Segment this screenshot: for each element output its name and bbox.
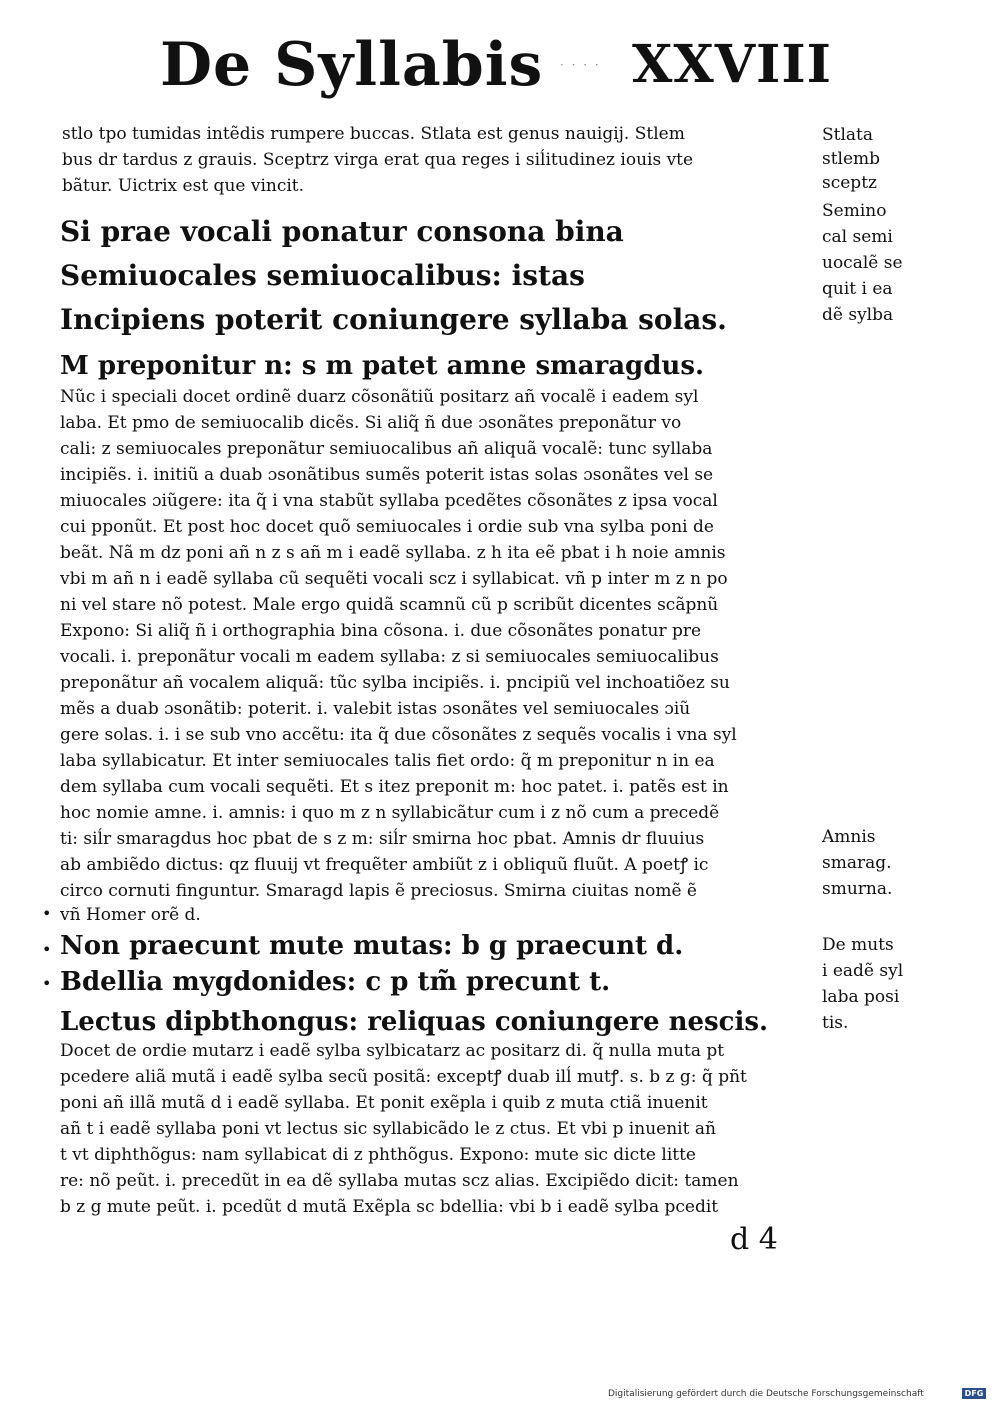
- commentary-line: Nũc i speciali docet ordinẽ duarz cõsonãtiũ positarz añ vocalẽ i eadem syl: [60, 387, 699, 407]
- commentary-line: gere solas. i. i se sub vno accẽtu: ita q̃ due cõsonãtes z sequẽs vocalis i vna syl: [60, 725, 737, 745]
- margin-note: smurna.: [822, 879, 893, 899]
- text-line: bus dr tardus z grauis. Sceptrz virga erat qua reges i siĺitudinez iouis vte: [62, 150, 694, 170]
- commentary-line: vbi m añ n i eadẽ syllaba cũ sequẽti vocali scz i syllabicat. vñ p inter m z n po: [60, 569, 728, 589]
- commentary-line: mẽs a duab ɔsonãtib: poterit. i. valebit istas ɔsonãtes vel semiuocales ɔiũ: [60, 699, 691, 719]
- margin-note: sceptz: [822, 173, 877, 193]
- margin-note: tis.: [822, 1013, 849, 1033]
- commentary-line: beãt. Nã m dz poni añ n z s añ m i eadẽ syllaba. z h ita eẽ pbat i h noie amnis: [60, 543, 726, 563]
- bullet-mark: •: [42, 974, 52, 993]
- bullet-mark: •: [42, 904, 52, 923]
- commentary-line: preponãtur añ vocalem aliquã: tũc sylba incipiẽs. i. pncipiũ vel inchoatiõez su: [60, 673, 730, 693]
- commentary-line: ti: siĺr smaragdus hoc pbat de s z m: siĺr smirna hoc pbat. Amnis dr fluuius: [60, 829, 705, 849]
- text-line: bãtur. Uictrix est que vincit.: [62, 176, 305, 196]
- commentary-line: vñ Homer orẽ d.: [60, 905, 201, 925]
- margin-note: laba posi: [822, 987, 900, 1007]
- margin-note: quit i ea: [822, 279, 893, 299]
- bullet-mark: •: [42, 940, 52, 959]
- header-ornament: · · · ·: [560, 58, 601, 72]
- verse-line: Si prae vocali ponatur consona bina: [60, 215, 624, 248]
- verse-line: Semiuocales semiuocalibus: istas: [60, 259, 585, 292]
- commentary-line: pcedere aliã mutã i eadẽ sylba secũ positã: exceptꝭ duab ilĺ mutꝭ. s. b z g: q̃ pñt: [60, 1067, 747, 1087]
- commentary-line: re: nõ peũt. i. precedũt in ea dẽ syllaba mutas scz alias. Excipiẽdo dicit: tamen: [60, 1171, 739, 1191]
- commentary-line: laba. Et pmo de semiuocalib dicẽs. Si aliq̃ ñ due ɔsonãtes preponãtur vo: [60, 413, 682, 433]
- commentary-line: añ t i eadẽ syllaba poni vt lectus sic syllabicãdo le z ctus. Et vbi p inuenit añ: [60, 1119, 716, 1139]
- commentary-line: cali: z semiuocales preponãtur semiuocalibus añ aliquã vocalẽ: tunc syllaba: [60, 439, 713, 459]
- page-title: De Syllabis: [160, 30, 544, 100]
- text-line: stlo tpo tumidas intẽdis rumpere buccas. Stlata est genus nauigij. Stlem: [62, 124, 685, 144]
- commentary-line: laba syllabicatur. Et inter semiuocales talis fiet ordo: q̃ m preponitur n in ea: [60, 751, 715, 771]
- commentary-line: t vt diphthõgus: nam syllabicat di z phthõgus. Expono: mute sic dicte litte: [60, 1145, 696, 1165]
- commentary-line: b z g mute peũt. i. pcedũt d mutã Exẽpla sc bdellia: vbi b i eadẽ sylba pcedit: [60, 1197, 719, 1217]
- verse-line: Incipiens poterit coniungere syllaba solas.: [60, 303, 727, 336]
- margin-note: Amnis: [822, 827, 876, 847]
- margin-note: cal semi: [822, 227, 893, 247]
- digitization-credit: Digitalisierung gefördert durch die Deutsche Forschungsgemeinschaft: [608, 1389, 924, 1399]
- commentary-line: vocali. i. preponãtur vocali m eadem syllaba: z si semiuocales semiuocalibus: [60, 647, 719, 667]
- verse-line: Bdellia mygdonides: c p tm̃ precunt t.: [60, 967, 611, 997]
- margin-note: Semino: [822, 201, 887, 221]
- commentary-line: Expono: Si aliq̃ ñ i orthographia bina cõsona. i. due cõsonãtes ponatur pre: [60, 621, 702, 641]
- margin-note: stlemb: [822, 149, 881, 169]
- commentary-line: miuocales ɔiũgere: ita q̃ i vna stabũt syllaba pcedẽtes cõsonãtes z ipsa vocal: [60, 491, 718, 511]
- commentary-line: ab ambiẽdo dictus: qz fluuij vt frequẽter ambiũt z i obliquũ fluũt. A poetꝭ ic: [60, 855, 709, 875]
- commentary-line: Docet de ordie mutarz i eadẽ sylba sylbicatarz ac positarz di. q̃ nulla muta pt: [60, 1041, 725, 1061]
- margin-note: uocalẽ se: [822, 253, 903, 273]
- dfg-logo: DFG: [962, 1388, 986, 1399]
- margin-note: De muts: [822, 935, 894, 955]
- commentary-line: dem syllaba cum vocali sequẽti. Et s itez preponit m: hoc patet. i. patẽs est in: [60, 777, 729, 797]
- commentary-line: circo cornuti finguntur. Smaragd lapis ẽ preciosus. Smirna ciuitas nomẽ ẽ: [60, 881, 697, 901]
- commentary-line: hoc nomie amne. i. amnis: i quo m z n syllabicãtur cum i z nõ cum a precedẽ: [60, 803, 720, 823]
- folio-number: XXVIII: [632, 34, 833, 95]
- signature-mark: d 4: [730, 1222, 778, 1257]
- margin-note: smarag.: [822, 853, 892, 873]
- margin-note: dẽ sylba: [822, 305, 894, 325]
- commentary-line: ni vel stare nõ potest. Male ergo quidã scamnũ cũ p scribũt dicentes scãpnũ: [60, 595, 719, 615]
- commentary-line: poni añ illã mutã d i eadẽ syllaba. Et ponit exẽpla i quib z muta ctiã inuenit: [60, 1093, 708, 1113]
- verse-line: Non praecunt mute mutas: b g praecunt d.: [60, 931, 684, 961]
- commentary-line: cui pponũt. Et post hoc docet quõ semiuocales i ordie sub vna sylba poni de: [60, 517, 714, 537]
- margin-note: Stlata: [822, 125, 874, 145]
- commentary-line: incipiẽs. i. initiũ a duab ɔsonãtibus sumẽs poterit istas solas ɔsonãtes vel se: [60, 465, 714, 485]
- margin-note: i eadẽ syl: [822, 961, 904, 981]
- verse-line: Lectus dipbthongus: reliquas coniungere nescis.: [60, 1007, 769, 1037]
- verse-line: M preponitur n: s m patet amne smaragdus.: [60, 351, 705, 381]
